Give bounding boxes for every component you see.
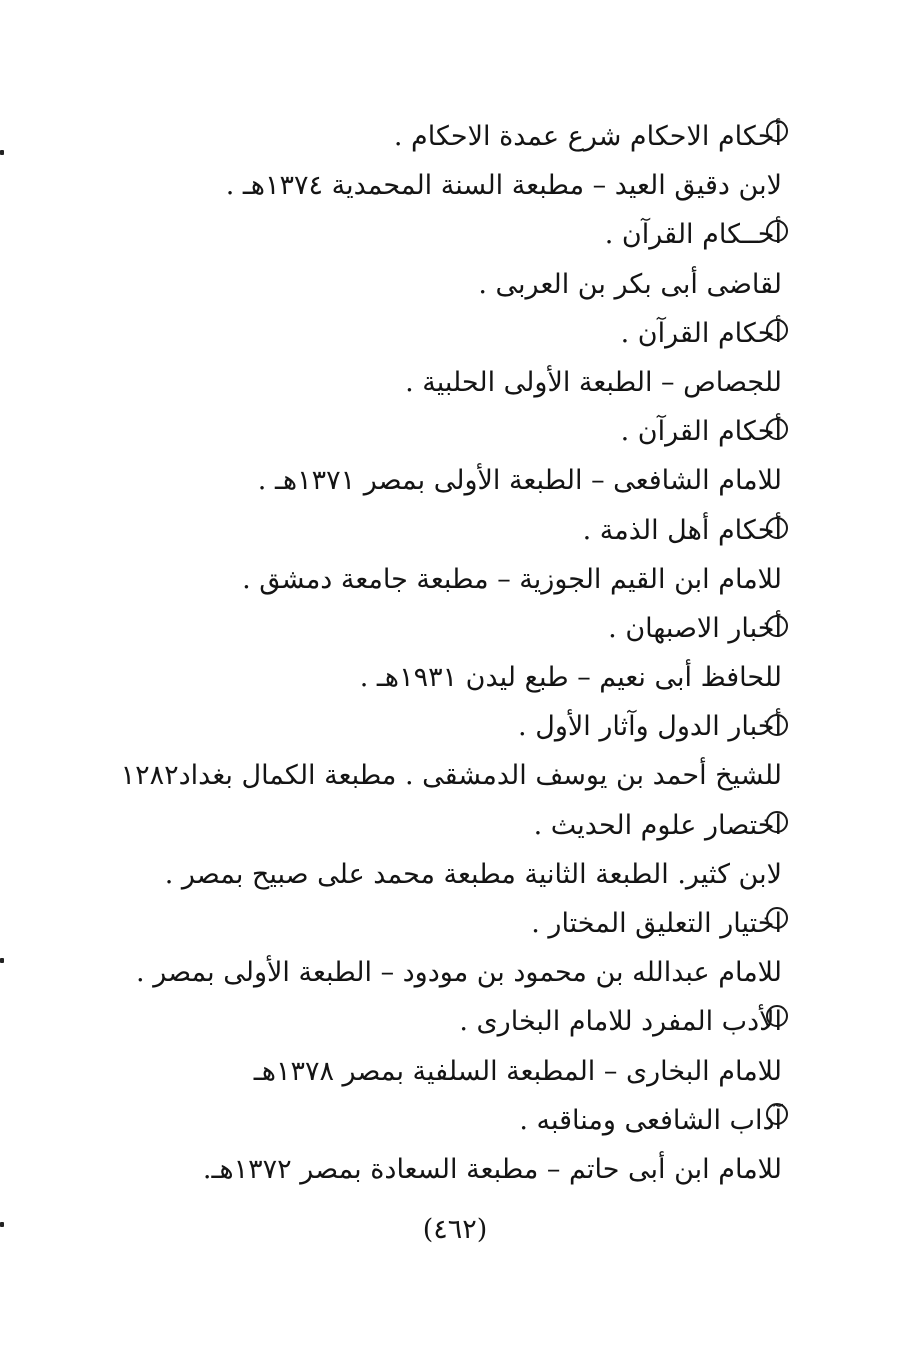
- entry-source: للامام عبدالله بن محمود بن مودود – الطبعة الأولى بمصر .: [136, 957, 782, 989]
- entry-title: أخبار الاصبهان .: [608, 612, 782, 644]
- entry-title: الأدب المفرد للامام البخارى .: [459, 1006, 782, 1038]
- entry-source: للامام البخارى – المطبعة السلفية بمصر ١٣٧٨هـ: [253, 1055, 782, 1087]
- margin-mark: [0, 958, 4, 963]
- bibliography-entry: [82, 407, 782, 505]
- entry-source: للامام ابن القيم الجوزية – مطبعة جامعة دمشق .: [242, 563, 782, 595]
- bibliography-entry: [82, 801, 782, 899]
- entry-title: أحــكام القرآن .: [604, 219, 782, 251]
- page-number: (٤٦٢): [422, 1214, 488, 1245]
- entry-source: للحافظ أبى نعيم – طبع ليدن ١٩٣١هـ .: [359, 662, 782, 694]
- bibliography-entry: [82, 210, 782, 308]
- entry-source: لقاضى أبى بكر بن العربى .: [478, 268, 782, 300]
- entry-source: للجصاص – الطبعة الأولى الحلبية .: [405, 366, 782, 398]
- bibliography-entry: [82, 899, 782, 997]
- bibliography-entry: [82, 309, 782, 407]
- bibliography-entry: [82, 997, 782, 1095]
- bibliography-entry: [82, 702, 782, 800]
- entry-source: للامام ابن أبى حاتم – مطبعة السعادة بمصر ١٣٧٢هـ.: [202, 1153, 782, 1185]
- entry-title: آداب الشافعى ومناقبه .: [519, 1104, 782, 1136]
- bibliography-entry: [82, 604, 782, 702]
- entry-source: للامام الشافعى – الطبعة الأولى بمصر ١٣٧١هـ .: [257, 465, 782, 497]
- entry-title: اختصار علوم الحديث .: [533, 809, 782, 841]
- entry-title: اختيار التعليق المختار .: [531, 908, 782, 939]
- entry-title: أحكام الاحكام شرع عمدة الاحكام .: [393, 121, 782, 152]
- entry-source: لابن كثير. الطبعة الثانية مطبعة محمد على صبيح بمصر .: [164, 858, 782, 890]
- bibliography-entry: [82, 1096, 782, 1194]
- bibliography-list: [82, 112, 782, 1194]
- margin-mark: [0, 150, 4, 155]
- margin-mark: [0, 1222, 4, 1227]
- bibliography-entry: [82, 112, 782, 210]
- entry-source: للشيخ أحمد بن يوسف الدمشقى . مطبعة الكمال بغداد١٢٨٢: [120, 760, 782, 792]
- entry-title: أحكام القرآن .: [620, 317, 782, 349]
- entry-source: لابن دقيق العيد – مطبعة السنة المحمدية ١٣٧٤هـ .: [225, 170, 782, 202]
- entry-title: أخبار الدول وآثار الأول .: [518, 711, 782, 743]
- entry-title: أحكام القرآن .: [620, 416, 782, 448]
- bibliography-entry: [82, 506, 782, 604]
- entry-title: أحكام أهل الذمة .: [582, 514, 782, 546]
